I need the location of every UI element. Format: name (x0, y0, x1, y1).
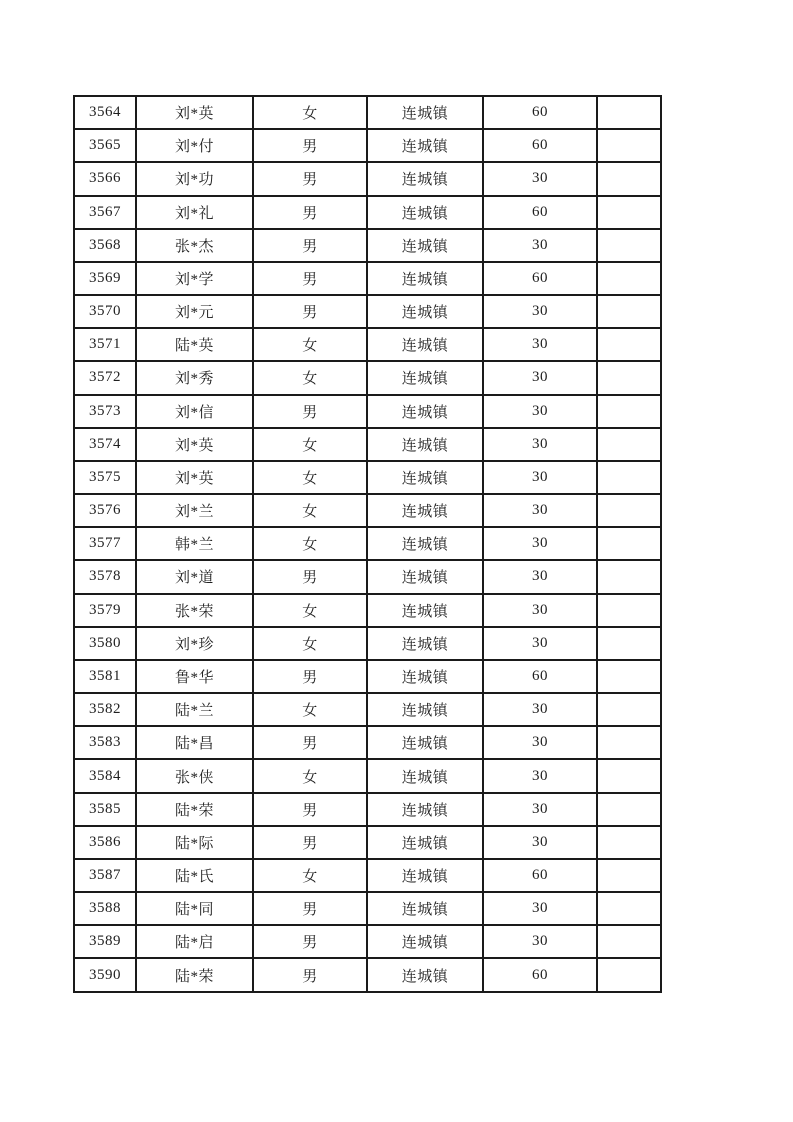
table-row (74, 660, 661, 693)
table-cell-blank (597, 859, 661, 892)
table-cell-blank (597, 892, 661, 925)
table-cell-town: 连城镇 (367, 925, 483, 958)
table-cell-blank (597, 726, 661, 759)
table-cell-amount: 30 (483, 594, 597, 627)
table-cell-town: 连城镇 (367, 129, 483, 162)
table-cell-name: 刘*道 (136, 560, 253, 593)
table-cell-gender: 男 (253, 826, 367, 859)
table-row (74, 826, 661, 859)
table-row (74, 560, 661, 593)
table-row (74, 892, 661, 925)
table-cell-blank (597, 361, 661, 394)
table-cell-amount: 30 (483, 726, 597, 759)
table-row (74, 527, 661, 560)
table-cell-id: 3567 (74, 196, 136, 229)
table-cell-amount: 30 (483, 925, 597, 958)
table-row (74, 229, 661, 262)
table-cell-gender: 男 (253, 793, 367, 826)
table-cell-blank (597, 229, 661, 262)
table-row (74, 759, 661, 792)
table-cell-town: 连城镇 (367, 361, 483, 394)
table-row (74, 793, 661, 826)
table-cell-amount: 30 (483, 361, 597, 394)
table-cell-gender: 男 (253, 660, 367, 693)
table-cell-gender: 男 (253, 925, 367, 958)
table-cell-blank (597, 958, 661, 992)
table-cell-name: 陆*氏 (136, 859, 253, 892)
table-cell-town: 连城镇 (367, 693, 483, 726)
table-cell-amount: 30 (483, 527, 597, 560)
table-cell-name: 刘*礼 (136, 196, 253, 229)
table-cell-id: 3565 (74, 129, 136, 162)
table-cell-blank (597, 461, 661, 494)
table-cell-gender: 女 (253, 361, 367, 394)
table-cell-gender: 女 (253, 527, 367, 560)
table-cell-gender: 男 (253, 262, 367, 295)
table-cell-amount: 60 (483, 196, 597, 229)
table-cell-id: 3569 (74, 262, 136, 295)
table-row (74, 627, 661, 660)
table-cell-town: 连城镇 (367, 229, 483, 262)
table-cell-blank (597, 96, 661, 129)
table-cell-town: 连城镇 (367, 461, 483, 494)
table-cell-town: 连城镇 (367, 660, 483, 693)
table-cell-name: 刘*功 (136, 162, 253, 195)
table-row (74, 461, 661, 494)
table-cell-name: 刘*英 (136, 96, 253, 129)
table-cell-name: 张*杰 (136, 229, 253, 262)
table-cell-name: 陆*兰 (136, 693, 253, 726)
table-body (74, 96, 661, 992)
table-cell-id: 3574 (74, 428, 136, 461)
table-cell-blank (597, 793, 661, 826)
table-cell-blank (597, 196, 661, 229)
table-row (74, 594, 661, 627)
table-cell-gender: 男 (253, 229, 367, 262)
table-cell-blank (597, 129, 661, 162)
table-cell-amount: 60 (483, 958, 597, 992)
table-cell-id: 3579 (74, 594, 136, 627)
table-cell-name: 韩*兰 (136, 527, 253, 560)
table-cell-blank (597, 162, 661, 195)
table-cell-name: 刘*秀 (136, 361, 253, 394)
table-row (74, 726, 661, 759)
table-cell-amount: 30 (483, 793, 597, 826)
table-cell-id: 3585 (74, 793, 136, 826)
table-row (74, 395, 661, 428)
table-cell-blank (597, 494, 661, 527)
table-cell-town: 连城镇 (367, 892, 483, 925)
table-cell-town: 连城镇 (367, 594, 483, 627)
table-cell-id: 3570 (74, 295, 136, 328)
table-cell-name: 张*侠 (136, 759, 253, 792)
table-cell-gender: 女 (253, 627, 367, 660)
table-cell-blank (597, 627, 661, 660)
table-cell-id: 3571 (74, 328, 136, 361)
table-cell-gender: 女 (253, 96, 367, 129)
table-cell-gender: 男 (253, 129, 367, 162)
table-cell-id: 3575 (74, 461, 136, 494)
table-cell-blank (597, 693, 661, 726)
table-row (74, 196, 661, 229)
table-cell-id: 3577 (74, 527, 136, 560)
table-cell-amount: 30 (483, 395, 597, 428)
table-cell-amount: 30 (483, 461, 597, 494)
table-cell-gender: 男 (253, 395, 367, 428)
table-cell-blank (597, 428, 661, 461)
table-cell-town: 连城镇 (367, 295, 483, 328)
table-cell-name: 陆*启 (136, 925, 253, 958)
table-row (74, 295, 661, 328)
table-cell-id: 3590 (74, 958, 136, 992)
table-cell-blank (597, 328, 661, 361)
table-cell-gender: 女 (253, 693, 367, 726)
table-cell-amount: 60 (483, 262, 597, 295)
table-row (74, 361, 661, 394)
table-cell-amount: 30 (483, 295, 597, 328)
table-cell-amount: 30 (483, 162, 597, 195)
table-row (74, 693, 661, 726)
table-row (74, 129, 661, 162)
table-cell-name: 刘*信 (136, 395, 253, 428)
table-row (74, 96, 661, 129)
table-cell-blank (597, 560, 661, 593)
table-cell-name: 陆*昌 (136, 726, 253, 759)
table-cell-amount: 30 (483, 627, 597, 660)
table-row (74, 925, 661, 958)
table-row (74, 958, 661, 992)
table-cell-blank (597, 527, 661, 560)
table-cell-name: 刘*元 (136, 295, 253, 328)
table-cell-gender: 男 (253, 726, 367, 759)
table-cell-name: 陆*英 (136, 328, 253, 361)
table-cell-amount: 60 (483, 660, 597, 693)
table-cell-gender: 女 (253, 594, 367, 627)
table-cell-town: 连城镇 (367, 527, 483, 560)
table-cell-town: 连城镇 (367, 262, 483, 295)
table-cell-blank (597, 262, 661, 295)
table-cell-amount: 60 (483, 129, 597, 162)
table-cell-blank (597, 826, 661, 859)
table-cell-name: 陆*荣 (136, 793, 253, 826)
table-cell-gender: 女 (253, 461, 367, 494)
table-cell-id: 3584 (74, 759, 136, 792)
table-cell-amount: 30 (483, 328, 597, 361)
table-cell-amount: 30 (483, 428, 597, 461)
table-cell-town: 连城镇 (367, 162, 483, 195)
table-cell-id: 3587 (74, 859, 136, 892)
table-cell-id: 3583 (74, 726, 136, 759)
table-cell-town: 连城镇 (367, 627, 483, 660)
table-cell-town: 连城镇 (367, 958, 483, 992)
table-cell-gender: 男 (253, 162, 367, 195)
table-cell-amount: 60 (483, 96, 597, 129)
table-cell-id: 3580 (74, 627, 136, 660)
table-row (74, 494, 661, 527)
table-cell-name: 刘*珍 (136, 627, 253, 660)
table-cell-town: 连城镇 (367, 428, 483, 461)
table-cell-id: 3589 (74, 925, 136, 958)
table-cell-id: 3581 (74, 660, 136, 693)
table-cell-gender: 男 (253, 196, 367, 229)
table-cell-name: 张*荣 (136, 594, 253, 627)
table-cell-name: 陆*同 (136, 892, 253, 925)
table-cell-blank (597, 594, 661, 627)
table-cell-blank (597, 395, 661, 428)
table-cell-id: 3586 (74, 826, 136, 859)
table-row (74, 162, 661, 195)
table-cell-gender: 男 (253, 560, 367, 593)
table-cell-id: 3566 (74, 162, 136, 195)
table-cell-amount: 30 (483, 494, 597, 527)
table-cell-id: 3572 (74, 361, 136, 394)
table-cell-gender: 女 (253, 859, 367, 892)
table-cell-gender: 女 (253, 328, 367, 361)
table-cell-blank (597, 660, 661, 693)
table-cell-gender: 女 (253, 494, 367, 527)
table-cell-id: 3576 (74, 494, 136, 527)
data-table (73, 95, 662, 993)
table-cell-gender: 女 (253, 759, 367, 792)
table-cell-name: 陆*荣 (136, 958, 253, 992)
table-cell-id: 3568 (74, 229, 136, 262)
table-row (74, 262, 661, 295)
table-cell-gender: 男 (253, 295, 367, 328)
table-cell-name: 刘*付 (136, 129, 253, 162)
table-cell-amount: 30 (483, 560, 597, 593)
table-cell-id: 3588 (74, 892, 136, 925)
table-cell-town: 连城镇 (367, 494, 483, 527)
table-cell-gender: 男 (253, 958, 367, 992)
table-row (74, 859, 661, 892)
table-cell-town: 连城镇 (367, 560, 483, 593)
table-cell-name: 刘*英 (136, 428, 253, 461)
table-cell-gender: 女 (253, 428, 367, 461)
table-cell-amount: 30 (483, 826, 597, 859)
table-cell-gender: 男 (253, 892, 367, 925)
table-cell-blank (597, 295, 661, 328)
table-cell-amount: 30 (483, 892, 597, 925)
table-cell-town: 连城镇 (367, 328, 483, 361)
table-cell-name: 刘*学 (136, 262, 253, 295)
table-cell-town: 连城镇 (367, 826, 483, 859)
table-cell-town: 连城镇 (367, 726, 483, 759)
table-cell-town: 连城镇 (367, 196, 483, 229)
table-cell-amount: 30 (483, 229, 597, 262)
table-cell-blank (597, 925, 661, 958)
table-row (74, 328, 661, 361)
table-cell-town: 连城镇 (367, 759, 483, 792)
table-cell-name: 刘*英 (136, 461, 253, 494)
table-cell-name: 陆*际 (136, 826, 253, 859)
table-row (74, 428, 661, 461)
table-cell-name: 刘*兰 (136, 494, 253, 527)
table-cell-name: 鲁*华 (136, 660, 253, 693)
table-cell-town: 连城镇 (367, 395, 483, 428)
table-cell-town: 连城镇 (367, 859, 483, 892)
table-cell-town: 连城镇 (367, 96, 483, 129)
table-cell-blank (597, 759, 661, 792)
table-cell-amount: 60 (483, 859, 597, 892)
table-cell-town: 连城镇 (367, 793, 483, 826)
table-cell-id: 3564 (74, 96, 136, 129)
table-cell-id: 3578 (74, 560, 136, 593)
table-cell-id: 3573 (74, 395, 136, 428)
table-cell-id: 3582 (74, 693, 136, 726)
table-cell-amount: 30 (483, 759, 597, 792)
table-cell-amount: 30 (483, 693, 597, 726)
